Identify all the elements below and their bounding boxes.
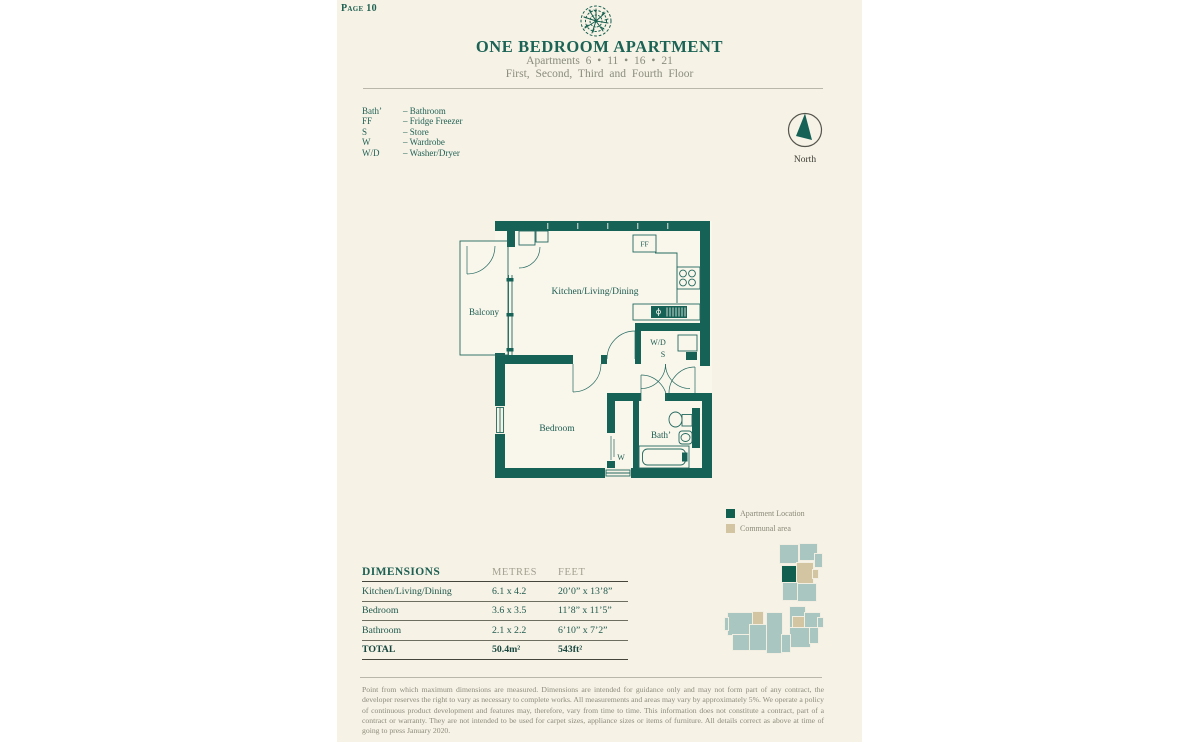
key-abbr: Bath’ bbox=[362, 106, 382, 116]
apartment-location-swatch bbox=[726, 509, 735, 518]
page-title: ONE BEDROOM APARTMENT bbox=[475, 37, 724, 56]
site-map-block-beige bbox=[797, 563, 813, 583]
key-row bbox=[362, 137, 462, 147]
brand-logo-icon bbox=[576, 1, 616, 41]
table-total-row bbox=[362, 641, 628, 661]
room-label-bath: Bath’ bbox=[651, 430, 671, 440]
brochure-page bbox=[337, 0, 862, 742]
room-label-kitchen: Kitchen/Living/Dining bbox=[551, 287, 639, 297]
table-row bbox=[362, 621, 628, 641]
key-row bbox=[362, 116, 462, 126]
room-name: Bathroom bbox=[362, 624, 402, 636]
key-term: – Store bbox=[403, 126, 429, 137]
header-divider bbox=[363, 88, 823, 89]
column-header-feet: FEET bbox=[558, 567, 586, 578]
footer-divider bbox=[360, 677, 822, 678]
apartment-interior bbox=[495, 221, 712, 478]
label-fridge-freezer: FF bbox=[640, 239, 649, 249]
key-abbr: W bbox=[362, 137, 371, 148]
table-title: DIMENSIONS bbox=[362, 566, 441, 578]
key-term: – Bathroom bbox=[403, 106, 446, 116]
communal-area-label: Communal area bbox=[740, 524, 791, 533]
site-map bbox=[722, 540, 826, 658]
window-bottom bbox=[605, 468, 631, 478]
room-feet: 20’0” x 13’8” bbox=[558, 585, 613, 597]
dimensions-table bbox=[362, 552, 628, 660]
room-metres: 6.1 x 4.2 bbox=[492, 585, 527, 597]
room-name: Bedroom bbox=[362, 605, 399, 617]
apartment-location-label: Apartment Location bbox=[740, 509, 805, 518]
total-feet: 543ft² bbox=[558, 644, 583, 656]
site-map-block-green bbox=[782, 566, 797, 582]
key-row bbox=[362, 106, 462, 116]
total-metres: 50.4m² bbox=[492, 644, 521, 656]
room-name: Kitchen/Living/Dining bbox=[362, 585, 452, 597]
key-term: – Wardrobe bbox=[403, 137, 445, 148]
table-row bbox=[362, 602, 628, 622]
site-map-block-pale bbox=[767, 613, 782, 653]
site-map-block-pale bbox=[818, 618, 823, 627]
table-header-row bbox=[362, 552, 628, 582]
floors-subtitle: First, Second, Third and Fourth Floor bbox=[505, 68, 694, 80]
room-label-wardrobe: W bbox=[617, 453, 625, 462]
column-header-metres: METRES bbox=[492, 567, 538, 578]
site-map-block-pale bbox=[780, 545, 798, 563]
room-label-store: S bbox=[660, 350, 666, 359]
site-map-block-pale bbox=[750, 625, 767, 650]
room-label-balcony: Balcony bbox=[469, 307, 499, 317]
window-left bbox=[495, 406, 505, 434]
apartments-subtitle: Apartments 6 • 11 • 16 • 21 bbox=[526, 55, 673, 67]
site-map-block-pale bbox=[783, 583, 797, 600]
site-map-block-pale bbox=[815, 554, 822, 567]
room-feet: 6’10” x 7’2” bbox=[558, 624, 608, 636]
key-row bbox=[362, 127, 462, 137]
key-abbr: S bbox=[362, 126, 368, 137]
room-label-wd: W/D bbox=[650, 338, 666, 347]
site-map-block-pale bbox=[798, 584, 816, 601]
abbreviation-key bbox=[362, 106, 462, 158]
site-map-block-pale bbox=[728, 613, 752, 635]
north-label: North bbox=[793, 155, 817, 165]
north-needle-icon bbox=[796, 114, 812, 141]
site-map-block-pale bbox=[810, 628, 818, 643]
communal-area-swatch bbox=[726, 524, 735, 533]
north-compass bbox=[783, 108, 827, 168]
table-row bbox=[362, 582, 628, 602]
page-number: Page 10 bbox=[341, 3, 377, 14]
disclaimer-text: Point from which maximum dimensions are measured. Dimensions are intended for guidance only and may not form part of any contract, the developer reserves the right to vary as necessary to complete works. All measurements and areas may vary by approximately 5%. We operate a policy of continuous product development and features may, therefore, vary from time to time. This information does not constitute a contract, part of a contract or warranty. They are not intended to be used for carpet sizes, appliance sizes or items of furniture. All details correct as above at time of going to press January 2020. bbox=[362, 685, 824, 736]
floor-plan bbox=[455, 218, 713, 483]
site-map-block-pale bbox=[733, 635, 750, 650]
room-feet: 11’8” x 11’5” bbox=[558, 605, 612, 617]
total-label: TOTAL bbox=[362, 644, 396, 656]
site-map-block-pale bbox=[790, 628, 810, 647]
room-label-bedroom: Bedroom bbox=[539, 424, 575, 434]
room-metres: 3.6 x 3.5 bbox=[492, 605, 527, 617]
store-shelf bbox=[686, 352, 697, 360]
key-abbr: W/D bbox=[362, 147, 380, 158]
key-abbr: FF bbox=[362, 116, 373, 127]
site-map-block-beige bbox=[813, 570, 818, 578]
site-map-block-pale bbox=[782, 635, 790, 652]
key-term: – Fridge Freezer bbox=[403, 116, 463, 127]
key-row bbox=[362, 148, 462, 158]
room-metres: 2.1 x 2.2 bbox=[492, 624, 527, 636]
key-term: – Washer/Dryer bbox=[403, 147, 460, 158]
site-map-block-pale bbox=[725, 618, 728, 630]
